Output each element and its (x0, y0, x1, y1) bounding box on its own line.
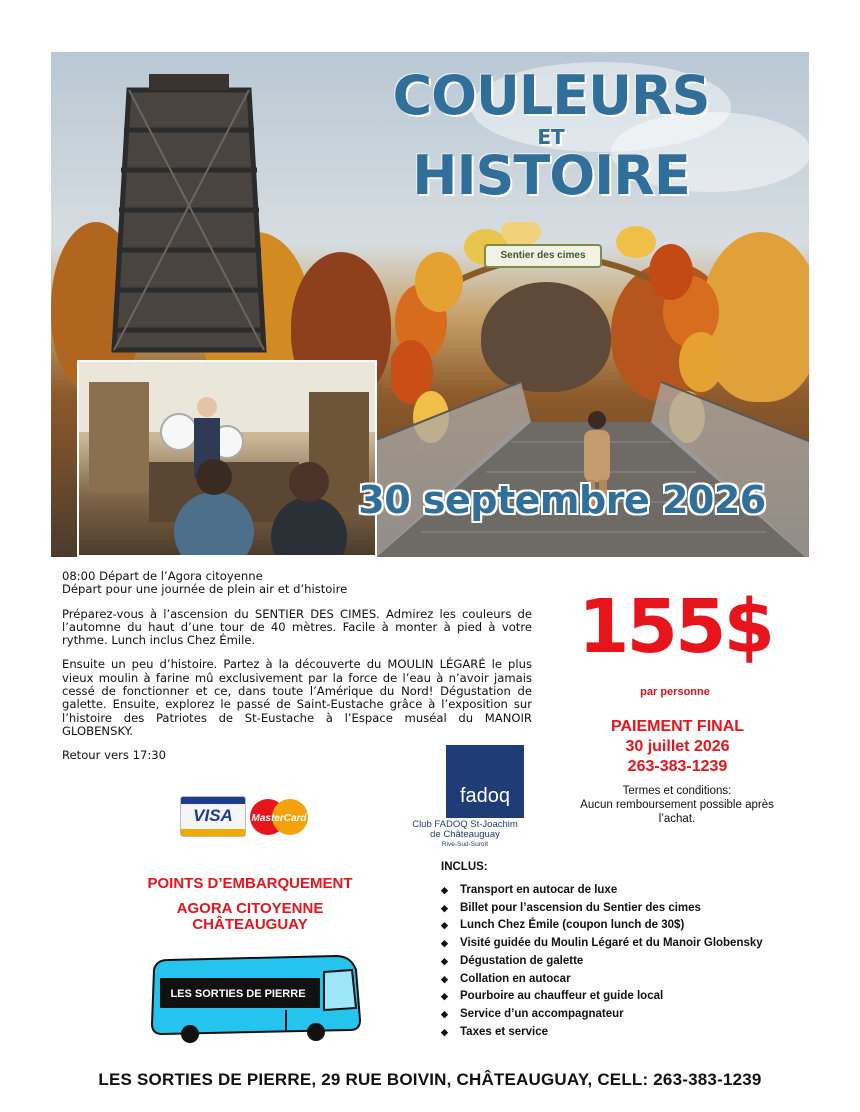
fadoq-wordmark: fadoq (459, 785, 511, 807)
list-item-label: Billet pour l’ascension du Sentier des cimes (460, 901, 701, 914)
phone-number: 263-383-1239 (627, 758, 728, 775)
list-item-label: Visité guidée du Moulin Légaré et du Manoir Globensky (460, 937, 763, 950)
boarding-place: AGORA CITOYENNE (176, 900, 324, 917)
list-item-label: Transport en autocar de luxe (460, 884, 618, 896)
list-item-label: Dégustation de galette (460, 954, 584, 967)
mill-interior-photo (77, 360, 377, 557)
diamond-bullet-icon: ◆ (441, 920, 448, 931)
list-item-label: Collation en autocar (460, 972, 571, 985)
payment-date: 30 juillet 2026 (625, 738, 730, 755)
depart-time: 08:00 Départ de l’Agora citoyenne (62, 569, 263, 583)
list-item (441, 935, 763, 953)
diamond-bullet-icon: ◆ (441, 991, 448, 1002)
trail-sign: Sentier des cimes (484, 244, 602, 268)
fadoq-club-name (400, 820, 530, 850)
boarding-points (100, 876, 400, 933)
terms-title: Termes et conditions: (622, 785, 732, 797)
payment-block (570, 717, 785, 777)
diamond-bullet-icon: ◆ (441, 938, 448, 949)
payment-label: PAIEMENT FINAL (610, 718, 745, 735)
fadoq-club-line: Club FADOQ St-Joachim (412, 819, 518, 830)
observation-tower (89, 70, 289, 370)
depart-description: Départ pour une journée de plein air et d’histoire (62, 582, 348, 597)
inclus-list (441, 882, 763, 1041)
visa-label: VISA (193, 806, 233, 825)
price: 155$ (578, 584, 772, 670)
terms-line: Aucun remboursement possible après (580, 799, 774, 811)
list-item-label: Pourboire au chauffeur et guide local (460, 990, 664, 1003)
hero-banner (51, 52, 809, 557)
boarding-city: CHÂTEAUGUAY (192, 916, 308, 933)
title-histoire: HISTOIRE (412, 144, 690, 207)
list-item-label: Service d’un accompagnateur (460, 1007, 624, 1020)
hero-title (351, 64, 751, 207)
diamond-bullet-icon: ◆ (441, 1008, 448, 1019)
list-item (441, 917, 763, 935)
return-time: Retour vers 17:30 (62, 748, 167, 763)
price-per-person: par personne (640, 686, 710, 698)
list-item (441, 1024, 763, 1042)
list-item (441, 971, 763, 989)
footer-contact: LES SORTIES DE PIERRE, 29 RUE BOIVIN, CHÂTEAUGUAY, CELL: 263-383-1239 (98, 1070, 762, 1089)
list-item (441, 900, 763, 918)
list-item (441, 953, 763, 971)
fadoq-logo (400, 745, 530, 850)
visa-logo (180, 796, 246, 837)
mastercard-label: MasterCard (251, 813, 307, 824)
list-item-label: Lunch Chez Émile (coupon lunch de 30$) (460, 919, 685, 932)
event-date: 30 septembre 2026 (358, 478, 766, 522)
terms-conditions (566, 784, 788, 826)
diamond-bullet-icon: ◆ (441, 973, 448, 984)
list-item (441, 988, 763, 1006)
treetop-walkway (371, 362, 809, 557)
mastercard-logo (248, 798, 310, 836)
visitor-figure (584, 430, 610, 482)
inclus-title: INCLUS: (441, 861, 488, 873)
list-item (441, 882, 763, 900)
list-item (441, 1006, 763, 1024)
fadoq-club-line: de Châteauguay (430, 829, 500, 840)
title-couleurs: COULEURS (392, 64, 710, 127)
diamond-bullet-icon: ◆ (441, 885, 448, 895)
terms-line: l’achat. (658, 813, 696, 825)
itinerary-text (62, 570, 532, 774)
diamond-bullet-icon: ◆ (441, 902, 448, 913)
fadoq-region: Rive-Sud-Suroît (441, 841, 489, 848)
diamond-bullet-icon: ◆ (441, 1026, 448, 1037)
bus-label: LES SORTIES DE PIERRE (170, 988, 306, 1000)
paragraph-moulin: Ensuite un peu d’histoire. Partez à la découverte du MOULIN LÉGARÉ le plus vieux moulin à farine mû exclusivement par la force de l’eau à n’avoir jamais cessé de fonctionner et ce, dans toute l’Amérique du Nord! Dégustation de galette. Ensuite, explorez le passé de Saint-Eustache grâce à l’exposition sur l’histoire des Patriotes de St-Eustache à l’Espace muséal du MANOIR GLOBENSKY. (62, 657, 532, 738)
paragraph-sentier: Préparez-vous à l’ascension du SENTIER DES CIMES. Admirez les couleurs de l’automne du haut d’une tour de 40 mètres. Facile à monter à pied à votre rythme. Lunch inclus Chez Émile. (62, 606, 532, 648)
boarding-title: POINTS D’EMBARQUEMENT (147, 875, 353, 892)
title-et: ET (537, 125, 565, 149)
diamond-bullet-icon: ◆ (441, 955, 448, 966)
list-item-label: Taxes et service (460, 1025, 549, 1038)
